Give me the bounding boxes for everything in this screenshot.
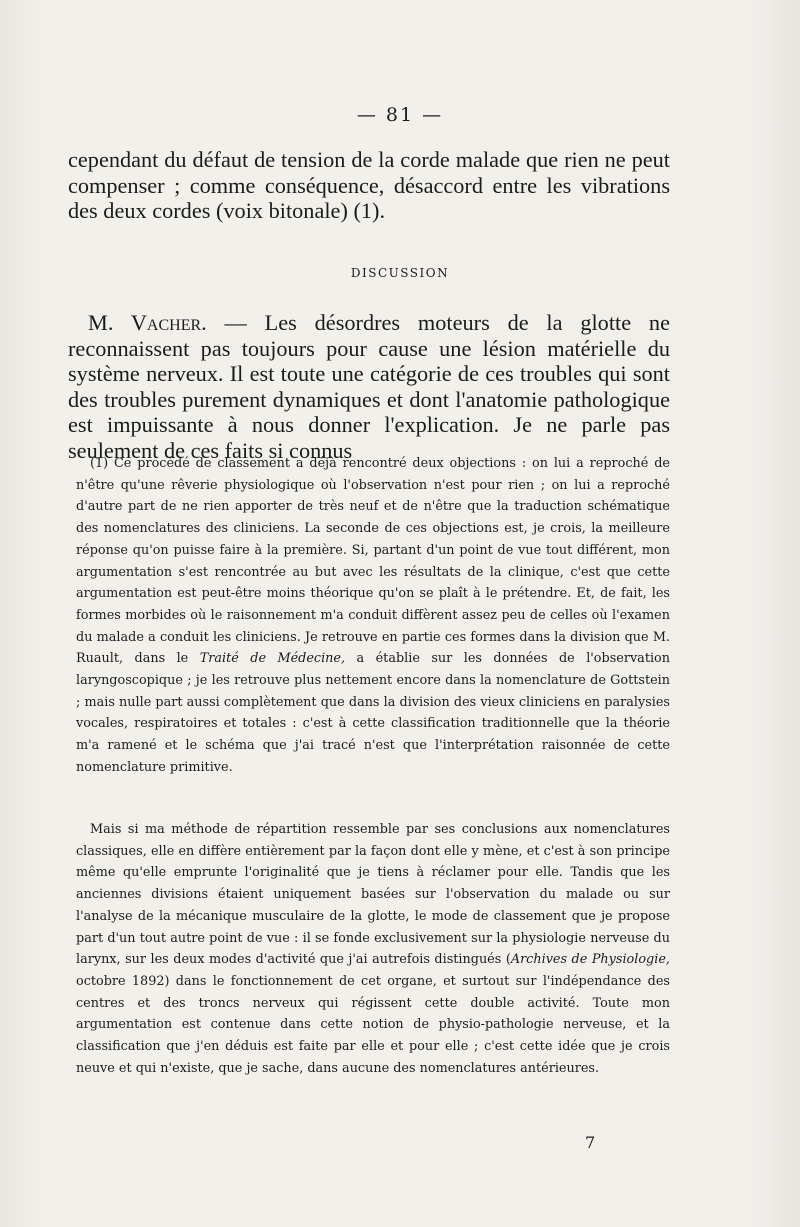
speaker-name: M. Vacher. — [88, 310, 207, 335]
footnote-1-text-a: (1) Ce procédé de classement a déjà rencontré deux objections : on lui a reproché de n'être qu'une rêverie physiologique où l'observation n'est pour rien ; on lui a reproché d'autre part de ne rien apporter de très neuf et de n'être que la traduction schématique des nomenclatures des cliniciens. La seconde de ces objections est, je crois, la meilleure réponse qu'on puisse faire à la première. Si, partant d'un point de vue tout différent, mon argumentation s'est rencontrée au but avec les résultats de la clinique, c'est que cette argumentation est peut-être moins théorique qu'on se plaît à le prétendre. Et, de fait, les formes morbides où le raisonnement m'a conduit diffèrent assez peu de celles où l'examen du malade a conduit les cliniciens. Je retrouve en partie ces formes dans la division que M. Ruault, dans le — [76, 456, 670, 667]
footnote-1-text-b: a établie sur les données de l'observation laryngoscopique ; je les retrouve plus nettement encore dans la nomenclature de Gottstein ; mais nulle part aussi complètement que dans la division des vieux cliniciens en paralysies vocales, respiratoires et totales : c'est à cette classification traditionnelle que la théorie m'a ramené et le schéma que j'ai tracé n'est que l'interprétation raisonnée de cette nomenclature primitive. — [76, 651, 670, 775]
discussion-text: — Les désordres moteurs de la glotte ne reconnaissent pas toujours pour cause une lésion matérielle du système nerveux. Il est toute une catégorie de ces troubles qui sont des troubles purement dynamiques et dont l'anatomie pathologique est impuissante à nous donner l'explication. Je ne parle pas seulement de ces faits si connus — [68, 310, 670, 463]
page-number: — 81 — — [356, 104, 444, 126]
discussion-heading: DISCUSSION — [350, 266, 450, 280]
discussion-paragraph — [68, 310, 670, 463]
footnote-2-text-b: octobre 1892) dans le fonctionnement de cet organe, et surtout sur l'indépendance des centres et des troncs nerveux qui régissent cette double activité. Toute mon argumentation est contenue dans cette notion de physio-pathologie nerveuse, et la classification que j'en déduis est faite par elle et pour elle ; c'est cette idée que je crois neuve et qui n'existe, que je sache, dans aucune des nomenclatures antérieures. — [76, 973, 670, 1076]
continued-paragraph: cependant du défaut de tension de la corde malade que rien ne peut compenser ; comme conséquence, désaccord entre les vibrations des deux cordes (voix bitonale) (1). — [68, 147, 670, 223]
footnote-2-italic: Archives de Physiologie, — [510, 952, 670, 968]
signature-mark: 7 — [585, 1133, 596, 1152]
footnote-2-text-a: Mais si ma méthode de répartition ressemble par ses conclusions aux nomenclatures classiques, elle en diffère entièrement par la façon dont elle y mène, et c'est à son principe même qu'elle emprunte l'originalité que je tiens à réclamer pour elle. Tandis que les anciennes divisions étaient uniquement basées sur l'observation du malade ou sur l'analyse de la mécanique musculaire de la glotte, le mode de classement que je propose part d'un tout autre point de vue : il se fonde exclusivement sur la physiologie nerveuse du larynx, sur les deux modes d'activité que j'ai autrefois distingués ( — [76, 822, 670, 968]
footnote-1 — [76, 453, 670, 779]
footnote-1-continued — [76, 819, 670, 1079]
footnote-1-italic: Traité de Médecine, — [199, 651, 346, 667]
